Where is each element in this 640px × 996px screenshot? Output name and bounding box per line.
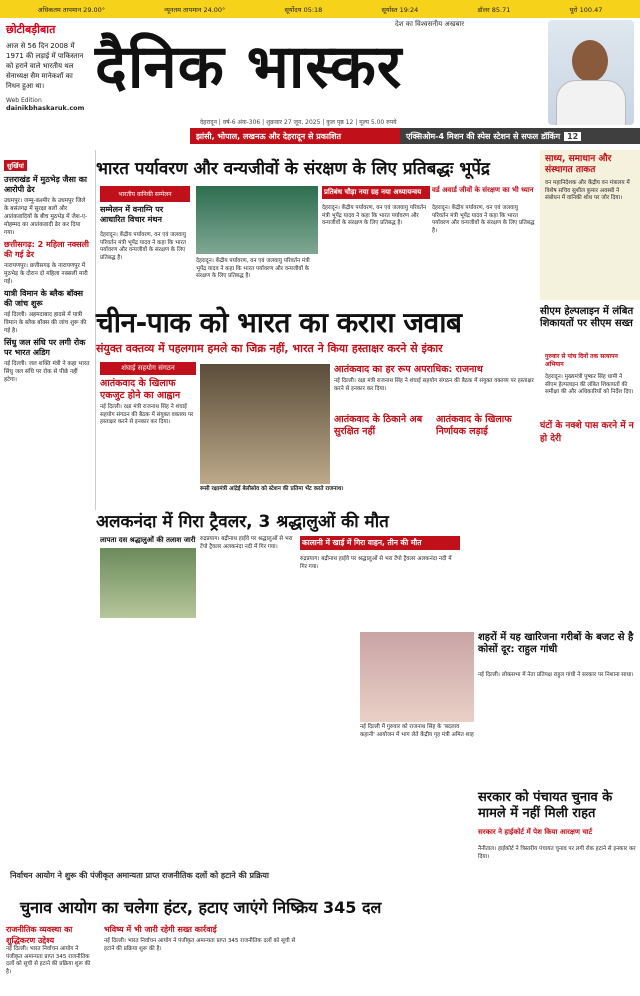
lead-sub2-body: देहरादून। केंद्रीय पर्यावरण, वन एवं जलवायु परिवर्तन मंत्री भूपेंद्र यादव ने कहा कि भारत पर्यावरण और वन्यजीवों के संरक्षण के लिए प्रतिबद्ध है। xyxy=(432,205,535,234)
ticker-sunset: सूर्यास्त 19:24 xyxy=(381,5,419,14)
lead-headline: भारत पर्यावरण और वन्यजीवों के संरक्षण के लिए प्रतिबद्धः भूपेंद्र xyxy=(96,159,490,179)
main-caption: रूसी रक्षामंत्री आंद्रेई बेलौसोव को स्टेशन की प्रतिमा भेंट करते राजनाथ। xyxy=(200,486,344,492)
feature-page: 12 xyxy=(564,132,581,141)
brief-body-4: नई दिल्ली। जल शक्ति मंत्री ने कहा भारत सिंधु जल संधि पर रोक से पीछे नहीं हटेगा। xyxy=(4,361,90,383)
small-big-thing-text: आज से 56 दिन 2008 में 1971 की लड़ाई में पाकिस्तान को हराने वाले भारतीय थल सेनाध्यक्ष सैम मानेकशॉ का निधन हुआ था। xyxy=(6,42,84,90)
main-story4: आतंकवाद के खिलाफ निर्णायक लड़ाई xyxy=(436,414,512,437)
dateline: देहरादून | वर्ष-6 अंक-306 | शुक्रवार 27 जून, 2025 | कुल पृष्ठ 12 | मूल्य 5.00 रुपये xyxy=(200,119,397,126)
main-body: नई दिल्ली। रक्षा मंत्री राजनाथ सिंह ने शंघाई सहयोग संगठन की बैठक में संयुक्त वक्तव्य पर हस्ताक्षर करने से इनकार कर दिया। xyxy=(100,404,194,426)
tagline: देश का विश्वसनीय अखबार xyxy=(395,20,465,28)
side-story-kicker: घंटों के नक्शे पास करने में न हो देरी xyxy=(540,421,634,444)
brief-title-3: यात्री विमान के ब्लैक बॉक्स की जांच शुरू xyxy=(4,289,84,308)
bottom-box-label: राजनीतिक व्यवस्था का शुद्धिकरण उद्देश्य xyxy=(6,925,73,945)
ticker-euro: यूरो 100.47 xyxy=(569,5,603,14)
brief-body-3: नई दिल्ली। अहमदाबाद हादसे में यात्री विमान के ब्लैक बॉक्स की जांच शुरू की गई है। xyxy=(4,312,87,334)
right-panel xyxy=(540,150,640,300)
accident-sub2: कालानी में खाई में गिरा वाहन, तीन की मौत xyxy=(300,536,460,550)
right-panel-body: वन महानिदेशक और केंद्रीय वन मंत्रालय में विशेष सचिव सुशील कुमार अवस्थी ने संबोधन में वानिकी शोध पर जोर दिया। xyxy=(545,180,630,202)
lead-badge: भारतीय वानिकी सम्मेलन xyxy=(100,186,190,202)
side-story-title: सीएम हेल्पलाइन में लंबित शिकायतों पर सीएम सख्त xyxy=(540,306,634,329)
main-story2: आतंकवाद का हर रूप अपराधिक: राजनाथ xyxy=(334,364,483,375)
feature-text: एक्सिओम-4 मिशन की स्पेस स्टेशन से सफल डॉकिंग xyxy=(406,131,561,141)
right-panel-title: साध्य, समाधान और संस्थागत ताकत xyxy=(545,154,612,175)
village-headline: शहरों में यह खारिजना गरीबों के बजट से है कोसों दूर: राहुल गांधी xyxy=(478,632,634,655)
accident-photo xyxy=(100,548,196,618)
main-story3: आतंकवाद के ठिकाने अब सुरक्षित नहीं xyxy=(334,414,423,437)
lead-body: देहरादून। केंद्रीय पर्यावरण, वन एवं जलवायु परिवर्तन मंत्री भूपेंद्र यादव ने कहा कि भारत पर्यावरण और वन्यजीवों के संरक्षण के लिए प्रतिबद्ध है। xyxy=(100,232,186,261)
astronaut-suit-shape xyxy=(556,80,626,125)
astronaut-photo xyxy=(548,20,634,125)
small-big-thing-box xyxy=(0,18,90,148)
ticker-min-temp: न्यूनतम तापमान 24.00° xyxy=(164,5,226,14)
main-story1: आतंकवाद के खिलाफ एकजुट होने का आह्वान xyxy=(100,378,181,401)
bottom-body: नई दिल्ली। भारत निर्वाचन आयोग ने पंजीकृत अमान्यता प्राप्त 345 राजनीतिक दलों को सूची से हटाने की प्रक्रिया शुरू की है। xyxy=(6,946,91,975)
side-story-label: गुरुवार से पांच दिनों तक सत्यापन अभियान xyxy=(545,353,618,368)
accident-body: रुद्रप्रयाग। बद्रीनाथ हाईवे पर श्रद्धालुओं से भरा टेंपो ट्रैवलर अलकनंदा नदी में गिर गया। xyxy=(200,536,293,550)
lead-kicker: सम्मेलन में वनाग्नि पर आधारित विचार मंथन xyxy=(100,205,164,224)
weather-ticker xyxy=(0,0,640,18)
brief-body-2: नारायणपुर। छत्तीसगढ़ के नारायणपुर में मुठभेड़ के दौरान दो महिला नक्सली मारी गईं। xyxy=(4,263,88,285)
lead-body-cont: देहरादून। केंद्रीय पर्यावरण, वन एवं जलवायु परिवर्तन मंत्री भूपेंद्र यादव ने कहा कि भारत पर्यावरण और वन्यजीवों के संरक्षण के लिए प्रतिबद्ध है। xyxy=(196,258,310,280)
main-headline: चीन-पाक को भारत का करारा जवाब xyxy=(96,306,462,339)
ticker-max-temp: अधिकतम तापमान 29.00° xyxy=(37,5,106,14)
ticker-sunrise: सूर्योदय 05:18 xyxy=(284,5,323,14)
accident-sub1: लापता दस श्रद्धालुओं की तलाश जारी xyxy=(100,536,196,544)
bottom-body2: नई दिल्ली। भारत निर्वाचन आयोग ने पंजीकृत अमान्यता प्राप्त 345 राजनीतिक दलों को सूची से हटाने की प्रक्रिया शुरू की है। xyxy=(104,938,296,952)
website-link[interactable]: dainikbhaskaruk.com xyxy=(6,104,85,112)
right-bottom-sub: सरकार ने हाईकोर्ट में पेश किया आरक्षण चार्ट xyxy=(478,828,593,836)
brief-title-1: उत्तराखंड में मुठभेड़ जैसा का आरोपी ढेर xyxy=(4,175,87,194)
event-photo-caption: नई दिल्ली में गुरुवार को राजनाथ सिंह के 'बदलाव कहानी' आयोजन में भाग लेते केंद्रीय गृह मंत्री अमित शाह xyxy=(360,724,474,738)
bottom-box2: भविष्य में भी जारी रहेगी सख्त कार्रवाई xyxy=(104,925,217,934)
web-edition-label: Web Edition xyxy=(6,97,42,104)
lead-sub1: प्रतिबंध चौड़ा नया ग्रह नया अध्यायन्वय xyxy=(322,186,430,199)
lead-sub1-body: देहरादून। केंद्रीय पर्यावरण, वन एवं जलवायु परिवर्तन मंत्री भूपेंद्र यादव ने कहा कि भारत पर्यावरण और वन्यजीवों के संरक्षण के लिए प्रतिबद्ध है। xyxy=(322,205,427,227)
main-photo xyxy=(200,364,330,484)
headlines-label: सुर्खियां xyxy=(4,160,27,171)
bottom-sticker: निर्वाचन आयोग ने शुरू की पंजीकृत अमान्यता प्राप्त राजनीतिक दलों को हटाने की प्रक्रिया xyxy=(10,871,269,880)
village-body: नई दिल्ली। लोकसभा में नेता प्रतिपक्ष राहुल गांधी ने सरकार पर निशाना साधा। xyxy=(478,672,634,678)
newspaper-logo: दैनिक भास्कर xyxy=(95,32,403,102)
brief-body-1: उधमपुर। जम्मू-कश्मीर के उधमपुर जिले के बसंतगढ़ में सुरक्षा बलों और आतंकवादियों के बीच मुठभेड़ में जैश-ए-मोहम्मद का आतंकवादी ढेर कर दिया गया। xyxy=(4,198,88,236)
right-bottom-body: नैनीताल। हाईकोर्ट ने त्रिस्तरीय पंचायत चुनाव पर लगी रोक हटाने से इनकार कर दिया। xyxy=(478,846,636,860)
accident-headline: अलकनंदा में गिरा ट्रैवलर, 3 श्रद्धालुओं की मौत xyxy=(96,512,389,532)
accident-body2: रुद्रप्रयाग। बद्रीनाथ हाईवे पर श्रद्धालुओं से भरा टेंपो ट्रैवलर अलकनंदा नदी में गिर गया। xyxy=(300,556,452,570)
ticker-dollar: डॉलर 85.71 xyxy=(477,5,511,14)
astronaut-head-shape xyxy=(572,40,608,82)
right-bottom-headline: सरकार को पंचायत चुनाव के मामले में नहीं मिली राहत xyxy=(478,790,613,821)
bottom-headline: चुनाव आयोग का चलेगा हंटर, हटाए जाएंगे निष्क्रिय 345 दल xyxy=(20,898,382,917)
small-big-thing-tag: छोटीबड़ीबात xyxy=(6,23,56,36)
brief-title-2: छत्तीसगढ़: 2 महिला नक्सली की गई ढेर xyxy=(4,240,90,259)
main-deck: संयुक्त वक्तव्य में पहलगाम हमले का जिक्र नहीं, भारत ने किया हस्ताक्षर करने से इंकार xyxy=(96,342,443,355)
brief-title-4: सिंधु जल संधि पर लगी रोक पर भारत अडिग xyxy=(4,338,86,357)
event-photo xyxy=(360,632,474,722)
headlines-column xyxy=(0,150,96,510)
lead-sub2: वर्ड अवार्ड जीवों के संरक्षण का भी ध्यान xyxy=(432,186,534,194)
editions-bar: झांसी, भोपाल, लखनऊ और देहरादून से प्रकाशित xyxy=(190,128,400,144)
side-story-body: देहरादून। मुख्यमंत्री पुष्कर सिंह धामी ने सीएम हेल्पलाइन की लंबित शिकायतों की समीक्षा की और अधिकारियों को निर्देश दिए। xyxy=(545,374,634,396)
main-story2-body: नई दिल्ली। रक्षा मंत्री राजनाथ सिंह ने शंघाई सहयोग संगठन की बैठक में संयुक्त वक्तव्य पर हस्ताक्षर करने से इनकार कर दिया। xyxy=(334,378,534,392)
feature-bar xyxy=(400,128,640,144)
lead-photo xyxy=(196,186,318,254)
main-label: शंघाई सहयोग संगठन xyxy=(100,362,196,375)
